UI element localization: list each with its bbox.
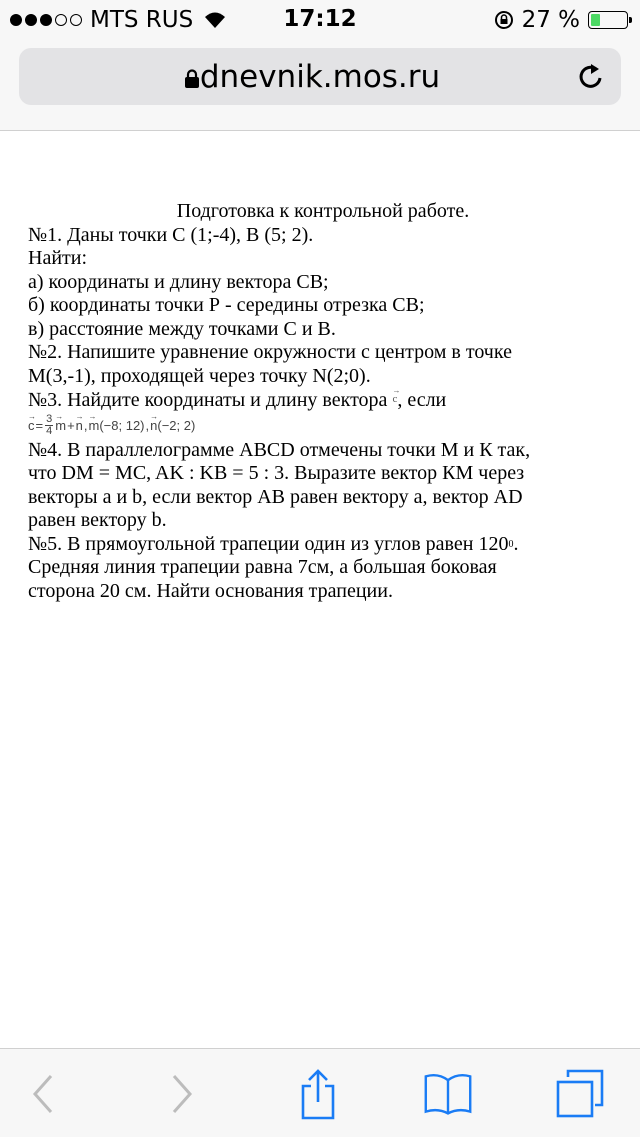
task-3-line-1 — [28, 388, 618, 413]
formula-fraction — [45, 414, 53, 437]
formula-c: → c — [28, 414, 35, 438]
task-3-text-b: , если — [397, 389, 447, 411]
task-1-line-2: Найти: — [28, 247, 88, 269]
book-icon — [423, 1071, 473, 1117]
tabs-icon — [555, 1069, 605, 1119]
formula-comma-1: , — [83, 417, 88, 433]
battery-percent: 27 % — [521, 7, 580, 33]
address-bar[interactable] — [19, 48, 621, 105]
document-content — [28, 200, 618, 603]
task-1-line-3: а) координаты и длину вектора СВ; — [28, 270, 329, 293]
task-2-line-1: №2. Напишите уравнение окружности с центром в точке — [28, 341, 512, 363]
formula-m-coords: → m(−8; 12) — [89, 414, 145, 438]
task-4-line-2: что DM = MC, AK : KB = 5 : 3. Выразите вектор КМ через — [28, 462, 525, 484]
clock: 17:12 — [283, 6, 357, 32]
tabs-button[interactable] — [555, 1069, 605, 1119]
reload-icon[interactable] — [577, 61, 605, 91]
task-2-line-2: М(3,-1), проходящей через точку N(2;0). — [28, 364, 371, 387]
formula-numerator: 3 — [46, 413, 53, 425]
carrier-name: MTS RUS — [90, 7, 194, 33]
url-text[interactable]: dnevnik.mos.ru — [199, 59, 441, 95]
chevron-right-icon — [170, 1074, 194, 1114]
task-1-line-5: в) расстояние между точками С и В. — [28, 317, 336, 340]
bookmarks-button[interactable] — [423, 1069, 473, 1119]
forward-button[interactable] — [157, 1069, 207, 1119]
status-right-group — [494, 7, 628, 33]
chevron-left-icon — [31, 1074, 55, 1114]
task-5-line-3: сторона 20 см. Найти основания трапеции. — [28, 579, 393, 602]
task-5-text-b: . — [513, 532, 519, 555]
formula-n: → n — [76, 414, 83, 438]
bottom-toolbar — [0, 1048, 640, 1137]
battery-level-fill — [591, 14, 600, 26]
formula-m: → m — [55, 414, 66, 438]
task-4-line-4: равен вектору b. — [28, 509, 167, 531]
formula-eq: = — [35, 417, 44, 433]
share-icon — [298, 1068, 338, 1120]
task-4-line-1: №4. В параллелограмме ABCD отмечены точки М и К так, — [28, 438, 531, 461]
task-5-text-a: №5. В прямоугольной трапеции один из углов равен 120 — [28, 532, 509, 555]
task-4-line-3: векторы a и b, если вектор AB равен вектору a, вектор AD — [28, 485, 523, 508]
task-5-line-2: Средняя линия трапеции равна 7см, а большая боковая — [28, 556, 497, 578]
status-bar — [0, 0, 640, 40]
back-button[interactable] — [18, 1069, 68, 1119]
share-button[interactable] — [293, 1069, 343, 1119]
degree-symbol: 0 — [508, 538, 514, 550]
task-1-line-1: №1. Даны точки С (1;-4), В (5; 2). — [28, 223, 314, 246]
rotation-lock-icon — [494, 10, 514, 30]
vector-c-symbol: → c — [392, 388, 397, 412]
formula-plus: + — [67, 417, 75, 433]
battery-icon — [588, 11, 628, 29]
task-5-line-1 — [28, 533, 618, 557]
formula-n-coords: → n(−2; 2) — [150, 414, 195, 438]
task-1-line-4: б) координаты точки Р - середины отрезка СВ; — [28, 294, 425, 316]
task-3-formula — [28, 413, 618, 439]
doc-title: Подготовка к контрольной работе. — [176, 200, 470, 222]
task-3-text-a: №3. Найдите координаты и длину вектора — [28, 389, 388, 411]
formula-denominator: 4 — [46, 425, 53, 437]
browser-header — [0, 40, 640, 131]
formula-comma-2: , — [145, 417, 150, 433]
